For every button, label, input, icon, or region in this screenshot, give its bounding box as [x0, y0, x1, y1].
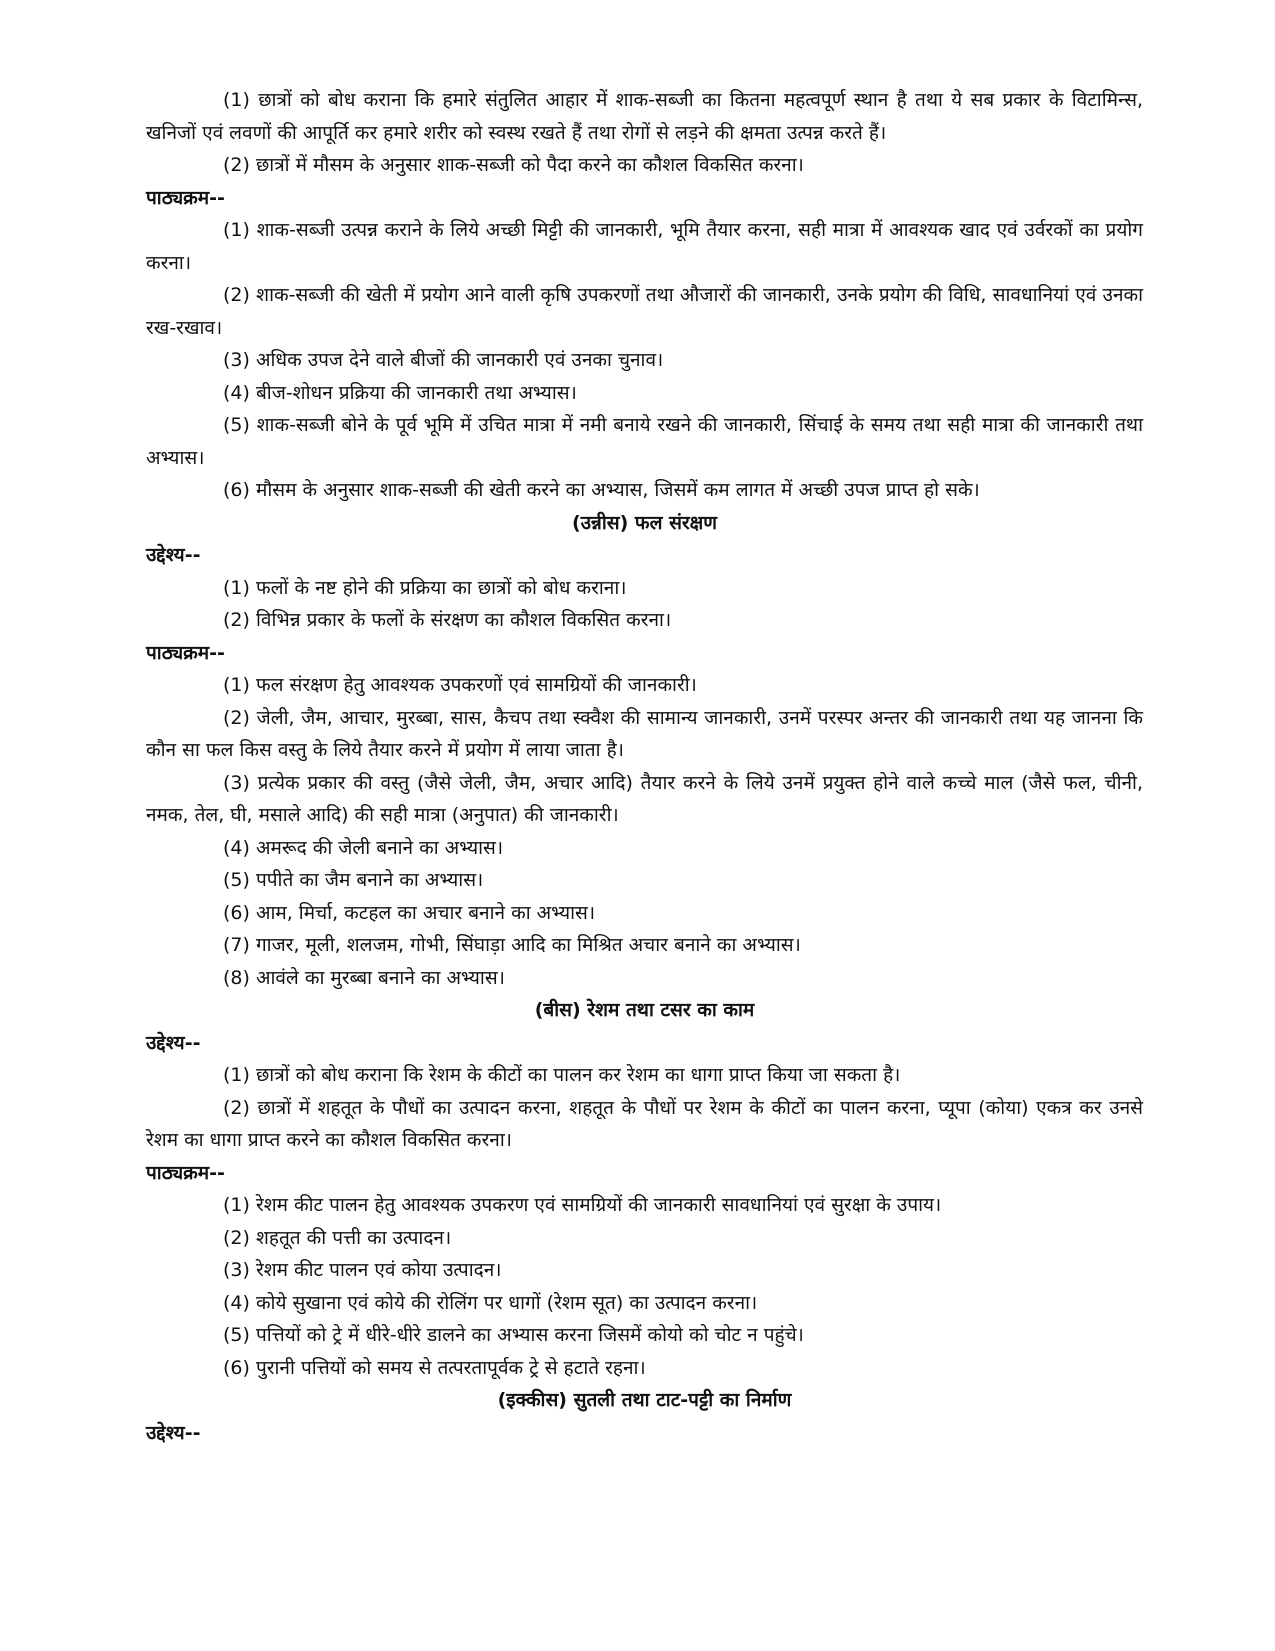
objective-paragraph: (2) छात्रों में शहतूत के पौधों का उत्पादन करना, शहतूत के पौधों पर रेशम के कीटों का पालन करना, प्यूपा (कोया) एकत्र कर उनसे रेशम का धागा प्राप्त करने का कौशल विकसित करना।: [146, 1096, 1143, 1151]
objective-item: (2) छात्रों में मौसम के अनुसार शाक-सब्जी को पैदा करने का कौशल विकसित करना।: [223, 154, 804, 176]
objective-item: (2) विभिन्न प्रकार के फलों के संरक्षण का कौशल विकसित करना।: [223, 609, 672, 631]
section-heading: (उन्नीस) फल संरक्षण: [571, 511, 718, 534]
section-heading: (बीस) रेशम तथा टसर का काम: [534, 999, 755, 1021]
section-heading: (इक्कीस) सुतली तथा टाट-पट्टी का निर्माण: [497, 1389, 792, 1411]
syllabus-item: (4) बीज-शोधन प्रक्रिया की जानकारी तथा अभ्यास।: [223, 381, 577, 404]
syllabus-item: (6) पुरानी पत्तियों को समय से तत्परतापूर्वक ट्रे से हटाते रहना।: [223, 1356, 646, 1379]
syllabus-item: (3) अधिक उपज देने वाले बीजों की जानकारी एवं उनका चुनाव।: [223, 349, 664, 371]
syllabus-paragraph: (1) शाक-सब्जी उत्पन्न कराने के लिये अच्छी मिट्टी की जानकारी, भूमि तैयार करना, सही मात्रा में आवश्यक खाद एवं उर्वरकों का प्रयोग करना।: [146, 219, 1143, 274]
objective-item: (1) छात्रों को बोध कराना कि रेशम के कीटों का पालन कर रेशम का धागा प्राप्त किया जा सकता है।: [223, 1064, 901, 1086]
syllabus-item: (3) रेशम कीट पालन एवं कोया उत्पादन।: [223, 1259, 502, 1281]
syllabus-label: पाठ्यक्रम--: [146, 186, 225, 209]
syllabus-item: (1) रेशम कीट पालन हेतु आवश्यक उपकरण एवं सामग्रियों की जानकारी सावधानियां एवं सुरक्षा के उपाय।: [223, 1194, 942, 1216]
syllabus-paragraph: (5) शाक-सब्जी बोने के पूर्व भूमि में उचित मात्रा में नमी बनाये रखने की जानकारी, सिंचाई के समय तथा सही मात्रा की जानकारी तथा अभ्यास।: [146, 414, 1143, 469]
syllabus-label: पाठ्यक्रम--: [146, 641, 225, 664]
syllabus-paragraph: (2) जेली, जैम, आचार, मुरब्बा, सास, कैचप तथा स्क्वैश की सामान्य जानकारी, उनमें परस्पर अन्तर की जानकारी तथा यह जानना कि कौन सा फल किस वस्तु के लिये तैयार करने में प्रयोग में लाया जाता है।: [146, 706, 1143, 761]
objectives-label: उद्देश्य--: [146, 544, 201, 566]
syllabus-item: (7) गाजर, मूली, शलजम, गोभी, सिंघाड़ा आदि का मिश्रित अचार बनाने का अभ्यास।: [223, 934, 801, 956]
syllabus-item: (5) पपीते का जैम बनाने का अभ्यास।: [223, 869, 484, 891]
objectives-label: उद्देश्य--: [146, 1421, 201, 1444]
objective-item: (1) फलों के नष्ट होने की प्रक्रिया का छात्रों को बोध कराना।: [223, 576, 627, 599]
syllabus-item: (5) पत्तियों को ट्रे में धीरे-धीरे डालने का अभ्यास करना जिसमें कोयो को चोट न पहुंचे।: [223, 1324, 804, 1346]
syllabus-paragraph: (2) शाक-सब्जी की खेती में प्रयोग आने वाली कृषि उपकरणों तथा औजारों की जानकारी, उनके प्रयोग की विधि, सावधानियां एवं उनका रख-रखाव।: [146, 284, 1143, 339]
syllabus-label: पाठ्यक्रम--: [146, 1161, 225, 1184]
syllabus-item: (8) आवंले का मुरब्बा बनाने का अभ्यास।: [223, 966, 505, 989]
syllabus-item: (2) शहतूत की पत्ती का उत्पादन।: [223, 1226, 452, 1249]
objectives-label: उद्देश्य--: [146, 1031, 201, 1054]
document-page: [146, 84, 1143, 1449]
syllabus-item: (4) कोये सुखाना एवं कोये की रोलिंग पर धागों (रेशम सूत) का उत्पादन करना।: [223, 1291, 758, 1314]
syllabus-item: (6) मौसम के अनुसार शाक-सब्जी की खेती करने का अभ्यास, जिसमें कम लागत में अच्छी उपज प्राप्त हो सके।: [223, 479, 980, 501]
syllabus-item: (6) आम, मिर्चा, कटहल का अचार बनाने का अभ्यास।: [223, 901, 596, 924]
syllabus-paragraph: (3) प्रत्येक प्रकार की वस्तु (जैसे जेली, जैम, अचार आदि) तैयार करने के लिये उनमें प्रयुक्त होने वाले कच्चे माल (जैसे फल, चीनी, नमक, तेल, घी, मसाले आदि) की सही मात्रा (अनुपात) की जानकारी।: [146, 771, 1143, 826]
syllabus-item: (4) अमरूद की जेली बनाने का अभ्यास।: [223, 836, 504, 859]
syllabus-item: (1) फल संरक्षण हेतु आवश्यक उपकरणों एवं सामग्रियों की जानकारी।: [223, 674, 697, 696]
objective-paragraph: (1) छात्रों को बोध कराना कि हमारे संतुलित आहार में शाक-सब्जी का कितना महत्वपूर्ण स्थान है तथा ये सब प्रकार के विटामिन्स, खनिजों एवं लवणों की आपूर्ति कर हमारे शरीर को स्वस्थ रखते हैं तथा रोगों से लड़ने की क्षमता उत्पन्न करते हैं।: [146, 89, 1143, 144]
